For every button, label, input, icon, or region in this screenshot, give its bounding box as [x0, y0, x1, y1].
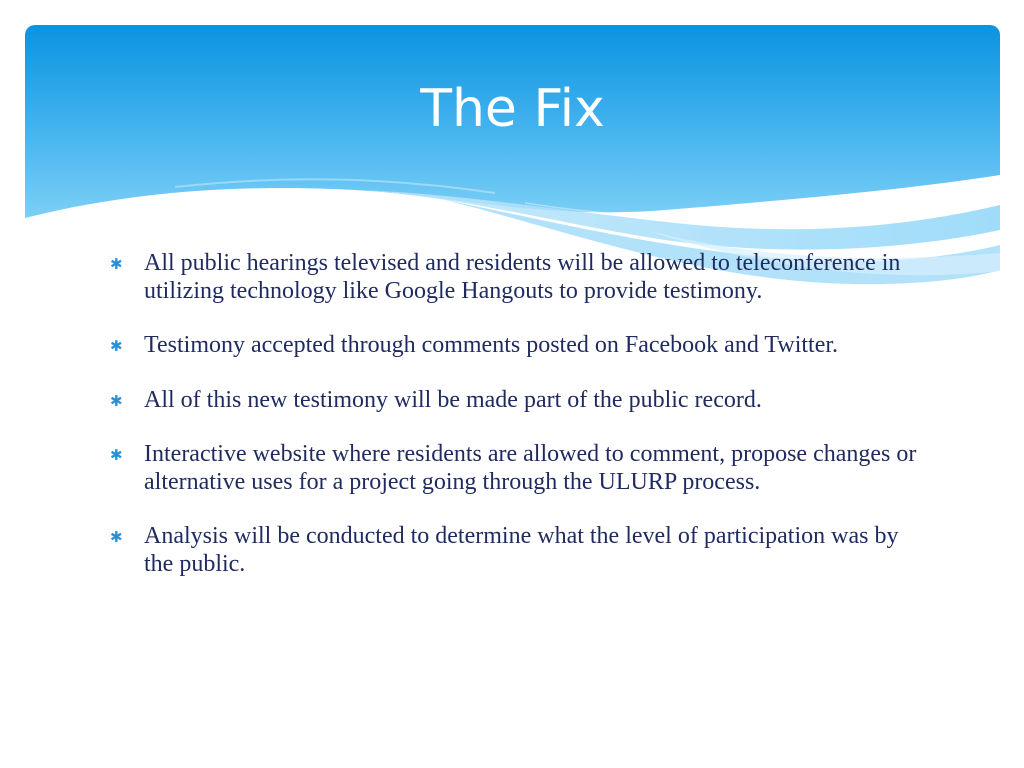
- asterisk-bullet-icon: ✱: [110, 337, 123, 355]
- asterisk-bullet-icon: ✱: [110, 528, 123, 546]
- bullet-text: Analysis will be conducted to determine what the level of participation was by the public.: [144, 523, 899, 577]
- slide-title: The Fix: [420, 79, 605, 139]
- wave-background: [25, 25, 1000, 285]
- header-banner: [25, 25, 1000, 285]
- list-item: [110, 387, 930, 415]
- list-item: [110, 441, 930, 496]
- asterisk-bullet-icon: ✱: [110, 391, 123, 410]
- list-item: [110, 332, 930, 360]
- bullet-text: Interactive website where residents are allowed to comment, propose changes or alternative uses for a project going through the ULURP process.: [144, 441, 917, 495]
- asterisk-bullet-icon: ✱: [110, 255, 123, 273]
- asterisk-bullet-icon: ✱: [110, 446, 123, 464]
- bullet-text: Testimony accepted through comments posted on Facebook and Twitter.: [144, 332, 839, 358]
- bullet-text: All public hearings televised and residents will be allowed to teleconference in utilizing technology like Google Hangouts to provide testimony.: [144, 250, 901, 304]
- bullet-text: All of this new testimony will be made part of the public record.: [144, 386, 762, 413]
- list-item: [110, 523, 930, 578]
- list-item: [110, 250, 930, 305]
- bullet-list: [110, 250, 930, 605]
